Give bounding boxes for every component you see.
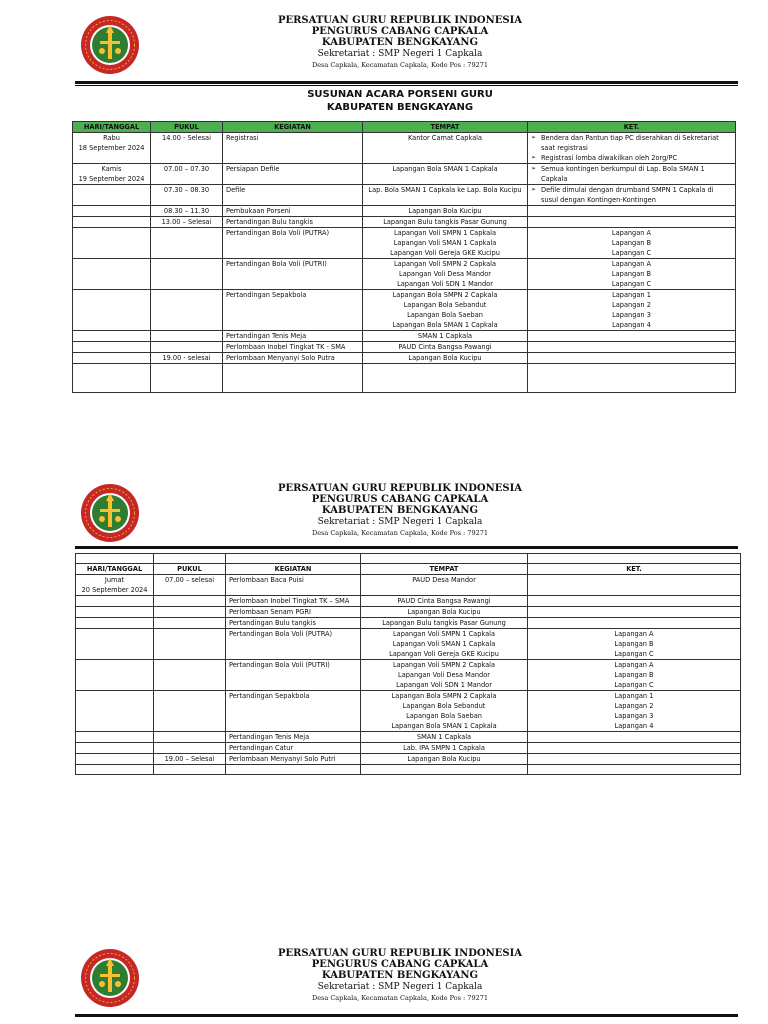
- table-row: [76, 629, 741, 660]
- ket-cell: [528, 290, 736, 331]
- ket-cell: [528, 618, 741, 629]
- ket-cell: [528, 185, 736, 206]
- title-line-2: KABUPATEN BENGKAYANG: [326, 102, 474, 113]
- place-text: Lapangan Voli SMAN 1 Capkala: [392, 640, 496, 648]
- ket-text: Lapangan B: [611, 239, 652, 247]
- secretariat: Sekretariat : SMP Negeri 1 Capkala: [317, 517, 483, 527]
- table-row: [73, 206, 736, 217]
- regency-name: KABUPATEN BENGKAYANG: [321, 970, 479, 981]
- day-text: 20 September 2024: [81, 586, 148, 594]
- ket-text: Lapangan B: [611, 270, 652, 278]
- day-cell: [76, 732, 154, 743]
- header-divider: [75, 1014, 738, 1017]
- table-row: [76, 575, 741, 596]
- empty-cell: [73, 364, 151, 393]
- activity-cell: [223, 133, 363, 164]
- day-cell: [73, 342, 151, 353]
- letterhead-text: [230, 948, 570, 1003]
- table-row: [73, 364, 736, 393]
- day-cell: [73, 228, 151, 259]
- time-cell: 13.00 – Selesai: [151, 217, 223, 228]
- table-row: [73, 133, 736, 164]
- time-cell: 07.30 – 08.30: [151, 185, 223, 206]
- activity-text: Pertandingan Bulu tangkis: [229, 619, 316, 627]
- activity-text: Pembukaan Porseni: [226, 207, 291, 215]
- table-row: [73, 353, 736, 364]
- place-text: Lapangan Voli Desa Mandor: [399, 270, 491, 278]
- day-cell: [73, 164, 151, 185]
- place-cell: [363, 164, 528, 185]
- address: Desa Capkala, Kecamatan Capkala, Kode Pos : 79271: [311, 529, 488, 537]
- activity-cell: [226, 743, 361, 754]
- letterhead: [0, 948, 768, 1018]
- place-text: Lapangan Bola Kucipu: [408, 207, 482, 215]
- day-text: Rabu: [103, 134, 120, 142]
- activity-text: Perlombaan Baca Puisi: [229, 576, 304, 584]
- activity-cell: [223, 290, 363, 331]
- day-cell: [73, 290, 151, 331]
- letterhead-text: [230, 483, 570, 538]
- place-cell: [363, 353, 528, 364]
- ket-cell: [528, 331, 736, 342]
- place-text: PAUD Cinta Bangsa Pawangi: [397, 597, 491, 605]
- place-text: Lapangan Bola Sebandut: [402, 702, 486, 710]
- table-row: [76, 618, 741, 629]
- place-cell: [363, 217, 528, 228]
- activity-text: Pertandingan Tenis Meja: [229, 733, 310, 741]
- table-row: [73, 217, 736, 228]
- activity-text: Pertandingan Bola Voli (PUTRI): [229, 661, 330, 669]
- ket-cell: [528, 754, 741, 765]
- activity-cell: [226, 575, 361, 596]
- schedule-table-day1-2: [72, 121, 736, 393]
- time-cell: [154, 596, 226, 607]
- activity-cell: [223, 228, 363, 259]
- place-cell: [361, 691, 528, 732]
- place-text: Lapangan Bola Kucipu: [407, 608, 481, 616]
- place-text: Lapangan Bola Saeban: [407, 311, 483, 319]
- ket-text: Lapangan A: [614, 661, 654, 669]
- activity-text: Perlombaan Menyanyi Solo Putri: [229, 755, 336, 763]
- place-cell: [363, 133, 528, 164]
- ket-text: Lapangan 2: [614, 702, 654, 710]
- column-header: KEGIATAN: [226, 564, 361, 575]
- day-cell: [73, 353, 151, 364]
- place-text: Lap. Bola SMAN 1 Capkala ke Lap. Bola Kucipu: [368, 186, 522, 194]
- ket-cell: [528, 596, 741, 607]
- ket-text: Lapangan A: [611, 229, 652, 237]
- activity-cell: [223, 353, 363, 364]
- letterhead: [0, 15, 768, 85]
- day-cell: [76, 607, 154, 618]
- ket-cell: [528, 743, 741, 754]
- activity-text: Registrasi: [226, 134, 259, 142]
- ket-cell: [528, 228, 736, 259]
- ket-cell: [528, 259, 736, 290]
- place-text: Lapangan Bola SMAN 1 Capkala: [392, 321, 498, 329]
- place-text: Lapangan Voli SMPN 2 Capkala: [393, 260, 497, 268]
- time-cell: [151, 342, 223, 353]
- ket-text: Lapangan 1: [612, 291, 651, 299]
- time-cell: [154, 732, 226, 743]
- empty-cell: [76, 765, 154, 775]
- place-cell: [363, 342, 528, 353]
- place-cell: [361, 660, 528, 691]
- table-header-row: [73, 122, 736, 133]
- ket-cell: [528, 164, 736, 185]
- place-cell: [361, 575, 528, 596]
- table-row: [73, 331, 736, 342]
- day-text: 18 September 2024: [78, 144, 145, 152]
- secretariat: Sekretariat : SMP Negeri 1 Capkala: [317, 982, 483, 992]
- time-cell: [151, 228, 223, 259]
- place-cell: [363, 290, 528, 331]
- activity-cell: [226, 660, 361, 691]
- place-cell: [361, 629, 528, 660]
- place-text: Lapangan Bola SMAN 1 Capkala: [391, 722, 497, 730]
- time-cell: [154, 618, 226, 629]
- place-text: Lapangan Voli Gereja GKE Kucipu: [389, 650, 499, 658]
- ket-text: Lapangan 4: [614, 722, 654, 730]
- ket-cell: [528, 660, 741, 691]
- time-cell: [154, 691, 226, 732]
- ket-cell: [528, 575, 741, 596]
- place-text: Lapangan Bola Kucipu: [407, 755, 481, 763]
- activity-text: Persiapan Defile: [226, 165, 280, 173]
- day-cell: [76, 629, 154, 660]
- place-cell: [361, 743, 528, 754]
- day-cell: [76, 660, 154, 691]
- activity-text: Pertandingan Bola Voli (PUTRI): [226, 260, 327, 268]
- activity-cell: [226, 596, 361, 607]
- pgri-logo-icon: [80, 948, 140, 1008]
- place-cell: [363, 185, 528, 206]
- day-cell: [73, 133, 151, 164]
- ket-bullet-list: [531, 185, 732, 205]
- day-cell: [76, 575, 154, 596]
- time-cell: 14.00 - Selesai: [151, 133, 223, 164]
- activity-text: Perlombaan Inobel Tingkat TK - SMA: [226, 343, 346, 351]
- empty-cell: [223, 364, 363, 393]
- activity-text: Pertandingan Tenis Meja: [226, 332, 307, 340]
- activity-text: Pertandingan Bola Voli (PUTRA): [229, 630, 333, 638]
- place-text: SMAN 1 Capkala: [417, 332, 473, 340]
- activity-text: Pertandingan Catur: [229, 744, 294, 752]
- activity-cell: [223, 185, 363, 206]
- activity-cell: [226, 618, 361, 629]
- table-row: [76, 765, 741, 775]
- place-text: Lapangan Voli SDN 1 Mandor: [396, 681, 492, 689]
- place-text: Lapangan Voli SMPN 2 Capkala: [392, 661, 496, 669]
- activity-cell: [226, 732, 361, 743]
- ket-bullet: ➢ Semua kontingen berkumpul di Lap. Bola SMAN 1 Capkala: [531, 164, 732, 184]
- time-cell: 07.00 – 07.30: [151, 164, 223, 185]
- place-text: Lapangan Bulu tangkis Pasar Gunung: [383, 218, 507, 226]
- regency-name: KABUPATEN BENGKAYANG: [321, 505, 479, 516]
- place-text: Lapangan Voli SDN 1 Mandor: [397, 280, 493, 288]
- column-header: PUKUL: [151, 122, 223, 133]
- time-cell: 19.00 – Selesai: [154, 754, 226, 765]
- ket-text: Lapangan B: [614, 671, 654, 679]
- ket-cell: [528, 732, 741, 743]
- place-text: Lapangan Voli Desa Mandor: [398, 671, 490, 679]
- ket-cell: [528, 629, 741, 660]
- table-row: [73, 259, 736, 290]
- activity-cell: [223, 206, 363, 217]
- ket-text: Lapangan B: [614, 640, 654, 648]
- letterhead-text: [230, 15, 570, 70]
- place-cell: [361, 618, 528, 629]
- activity-cell: [226, 754, 361, 765]
- activity-text: Pertandingan Sepakbola: [226, 291, 307, 299]
- place-text: Lapangan Bola SMPN 2 Capkala: [391, 692, 497, 700]
- table-row: [76, 596, 741, 607]
- branch-name: PENGURUS CABANG CAPKALA: [311, 959, 489, 970]
- day-cell: [73, 259, 151, 290]
- ket-cell: [528, 607, 741, 618]
- ket-bullet: ➢ Bendera dan Pantun tiap PC diserahkan di Sekretariat saat registrasi: [531, 133, 732, 153]
- column-header: HARI/TANGGAL: [76, 564, 154, 575]
- ket-text: Lapangan 2: [612, 301, 651, 309]
- regency-name: KABUPATEN BENGKAYANG: [321, 37, 479, 48]
- branch-name: PENGURUS CABANG CAPKALA: [311, 26, 489, 37]
- ket-cell: [528, 217, 736, 228]
- place-text: Lapangan Bola Sebandut: [403, 301, 487, 309]
- place-text: Kantor Camat Capkala: [407, 134, 483, 142]
- ket-bullet-list: [531, 164, 732, 184]
- activity-cell: [226, 629, 361, 660]
- activity-cell: [223, 331, 363, 342]
- time-cell: [154, 660, 226, 691]
- time-cell: [151, 331, 223, 342]
- place-cell: [361, 607, 528, 618]
- activity-cell: [223, 217, 363, 228]
- day-cell: [76, 754, 154, 765]
- schedule-table-day3: [75, 553, 741, 775]
- place-text: Lapangan Bola SMPN 2 Capkala: [392, 291, 498, 299]
- activity-cell: [223, 259, 363, 290]
- empty-cell: [528, 364, 736, 393]
- pgri-logo-icon: [80, 483, 140, 543]
- table-header-row: [76, 564, 741, 575]
- column-header: TEMPAT: [363, 122, 528, 133]
- table-row: [73, 228, 736, 259]
- place-cell: [361, 732, 528, 743]
- table-row: [73, 164, 736, 185]
- ket-text: Lapangan C: [611, 280, 652, 288]
- column-header: KET.: [528, 122, 736, 133]
- header-divider: [75, 546, 738, 549]
- column-header: PUKUL: [154, 564, 226, 575]
- pgri-logo-icon: [80, 15, 140, 75]
- table-row: [73, 342, 736, 353]
- table-row: [73, 185, 736, 206]
- ket-cell: [528, 342, 736, 353]
- letterhead: [0, 483, 768, 553]
- place-text: Lab. IPA SMPN 1 Capkala: [403, 744, 485, 752]
- day-cell: [73, 185, 151, 206]
- empty-cell: [151, 364, 223, 393]
- org-name: PERSATUAN GURU REPUBLIK INDONESIA: [277, 948, 523, 959]
- day-cell: [76, 618, 154, 629]
- place-cell: [363, 331, 528, 342]
- time-cell: 08.30 – 11.30: [151, 206, 223, 217]
- ket-text: Lapangan C: [614, 650, 654, 658]
- place-text: PAUD Cinta Bangsa Pawangi: [398, 343, 492, 351]
- place-text: SMAN 1 Capkala: [416, 733, 472, 741]
- activity-text: Perlombaan Inobel Tingkat TK – SMA: [229, 597, 350, 605]
- day-text: 19 September 2024: [78, 175, 145, 183]
- ket-bullet-list: [531, 133, 732, 163]
- ket-text: Lapangan A: [611, 260, 652, 268]
- branch-name: PENGURUS CABANG CAPKALA: [311, 494, 489, 505]
- activity-text: Defile: [226, 186, 246, 194]
- day-cell: [73, 217, 151, 228]
- day-cell: [73, 331, 151, 342]
- activity-cell: [223, 342, 363, 353]
- place-cell: [363, 228, 528, 259]
- ket-cell: [528, 206, 736, 217]
- empty-cell: [528, 765, 741, 775]
- activity-text: Pertandingan Bulu tangkis: [226, 218, 313, 226]
- ket-text: Lapangan 4: [612, 321, 651, 329]
- ket-text: Lapangan 3: [614, 712, 654, 720]
- place-text: Lapangan Bola Saeban: [406, 712, 482, 720]
- header-divider-thin: [75, 85, 738, 86]
- ket-cell: [528, 691, 741, 732]
- column-header: KET.: [528, 564, 741, 575]
- table-row: [76, 743, 741, 754]
- blank-row: [76, 554, 741, 564]
- place-cell: [363, 259, 528, 290]
- day-cell: [76, 691, 154, 732]
- activity-text: Pertandingan Bola Voli (PUTRA): [226, 229, 330, 237]
- place-text: Lapangan Bulu tangkis Pasar Gunung: [382, 619, 506, 627]
- time-cell: [151, 259, 223, 290]
- title-line-1: SUSUNAN ACARA PORSENI GURU: [307, 89, 493, 100]
- secretariat: Sekretariat : SMP Negeri 1 Capkala: [317, 49, 483, 59]
- ket-text: Lapangan 3: [612, 311, 651, 319]
- activity-text: Perlombaan Menyanyi Solo Putra: [226, 354, 335, 362]
- time-cell: [154, 607, 226, 618]
- ket-text: Lapangan 1: [614, 692, 654, 700]
- table-row: [76, 732, 741, 743]
- activity-cell: [223, 164, 363, 185]
- table-row: [76, 754, 741, 765]
- place-cell: [361, 596, 528, 607]
- table-row: [76, 691, 741, 732]
- address: Desa Capkala, Kecamatan Capkala, Kode Pos : 79271: [311, 61, 488, 69]
- place-text: Lapangan Voli Gereja GKE Kucipu: [390, 249, 500, 257]
- place-text: PAUD Desa Mandor: [412, 576, 476, 584]
- time-cell: [154, 743, 226, 754]
- empty-cell: [226, 765, 361, 775]
- column-header: HARI/TANGGAL: [73, 122, 151, 133]
- ket-text: Lapangan C: [614, 681, 654, 689]
- ket-bullet: ➢ Registrasi lomba diwakilkan oleh 2org/PC: [531, 153, 732, 163]
- day-cell: [73, 206, 151, 217]
- time-cell: [151, 290, 223, 331]
- org-name: PERSATUAN GURU REPUBLIK INDONESIA: [277, 15, 523, 26]
- page-title: [230, 88, 570, 114]
- column-header: KEGIATAN: [223, 122, 363, 133]
- place-cell: [361, 754, 528, 765]
- ket-text: Lapangan A: [614, 630, 654, 638]
- table-row: [76, 660, 741, 691]
- ket-cell: [528, 353, 736, 364]
- place-text: Lapangan Bola SMAN 1 Capkala: [392, 165, 498, 173]
- place-cell: [363, 206, 528, 217]
- activity-text: Perlombaan Senam PGRI: [229, 608, 311, 616]
- time-cell: 07.00 – selesai: [154, 575, 226, 596]
- activity-cell: [226, 607, 361, 618]
- place-text: Lapangan Voli SMAN 1 Capkala: [393, 239, 497, 247]
- column-header: TEMPAT: [361, 564, 528, 575]
- ket-cell: [528, 133, 736, 164]
- address: Desa Capkala, Kecamatan Capkala, Kode Pos : 79271: [311, 994, 488, 1002]
- activity-cell: [226, 691, 361, 732]
- day-cell: [76, 743, 154, 754]
- ket-text: Lapangan C: [611, 249, 652, 257]
- empty-cell: [361, 765, 528, 775]
- table-row: [73, 290, 736, 331]
- day-text: Kamis: [101, 165, 122, 173]
- place-text: Lapangan Bola Kucipu: [408, 354, 482, 362]
- time-cell: [154, 629, 226, 660]
- org-name: PERSATUAN GURU REPUBLIK INDONESIA: [277, 483, 523, 494]
- table-row: [76, 607, 741, 618]
- empty-cell: [363, 364, 528, 393]
- ket-bullet: ➢ Defile dimulai dengan drumband SMPN 1 Capkala di susul dengan Kontingen-Kontingen: [531, 185, 732, 205]
- time-cell: 19.00 - selesai: [151, 353, 223, 364]
- empty-cell: [154, 765, 226, 775]
- place-text: Lapangan Voli SMPN 1 Capkala: [393, 229, 497, 237]
- day-cell: [76, 596, 154, 607]
- activity-text: Pertandingan Sepakbola: [229, 692, 310, 700]
- day-text: Jumat: [104, 576, 125, 584]
- place-text: Lapangan Voli SMPN 1 Capkala: [392, 630, 496, 638]
- header-divider: [75, 81, 738, 84]
